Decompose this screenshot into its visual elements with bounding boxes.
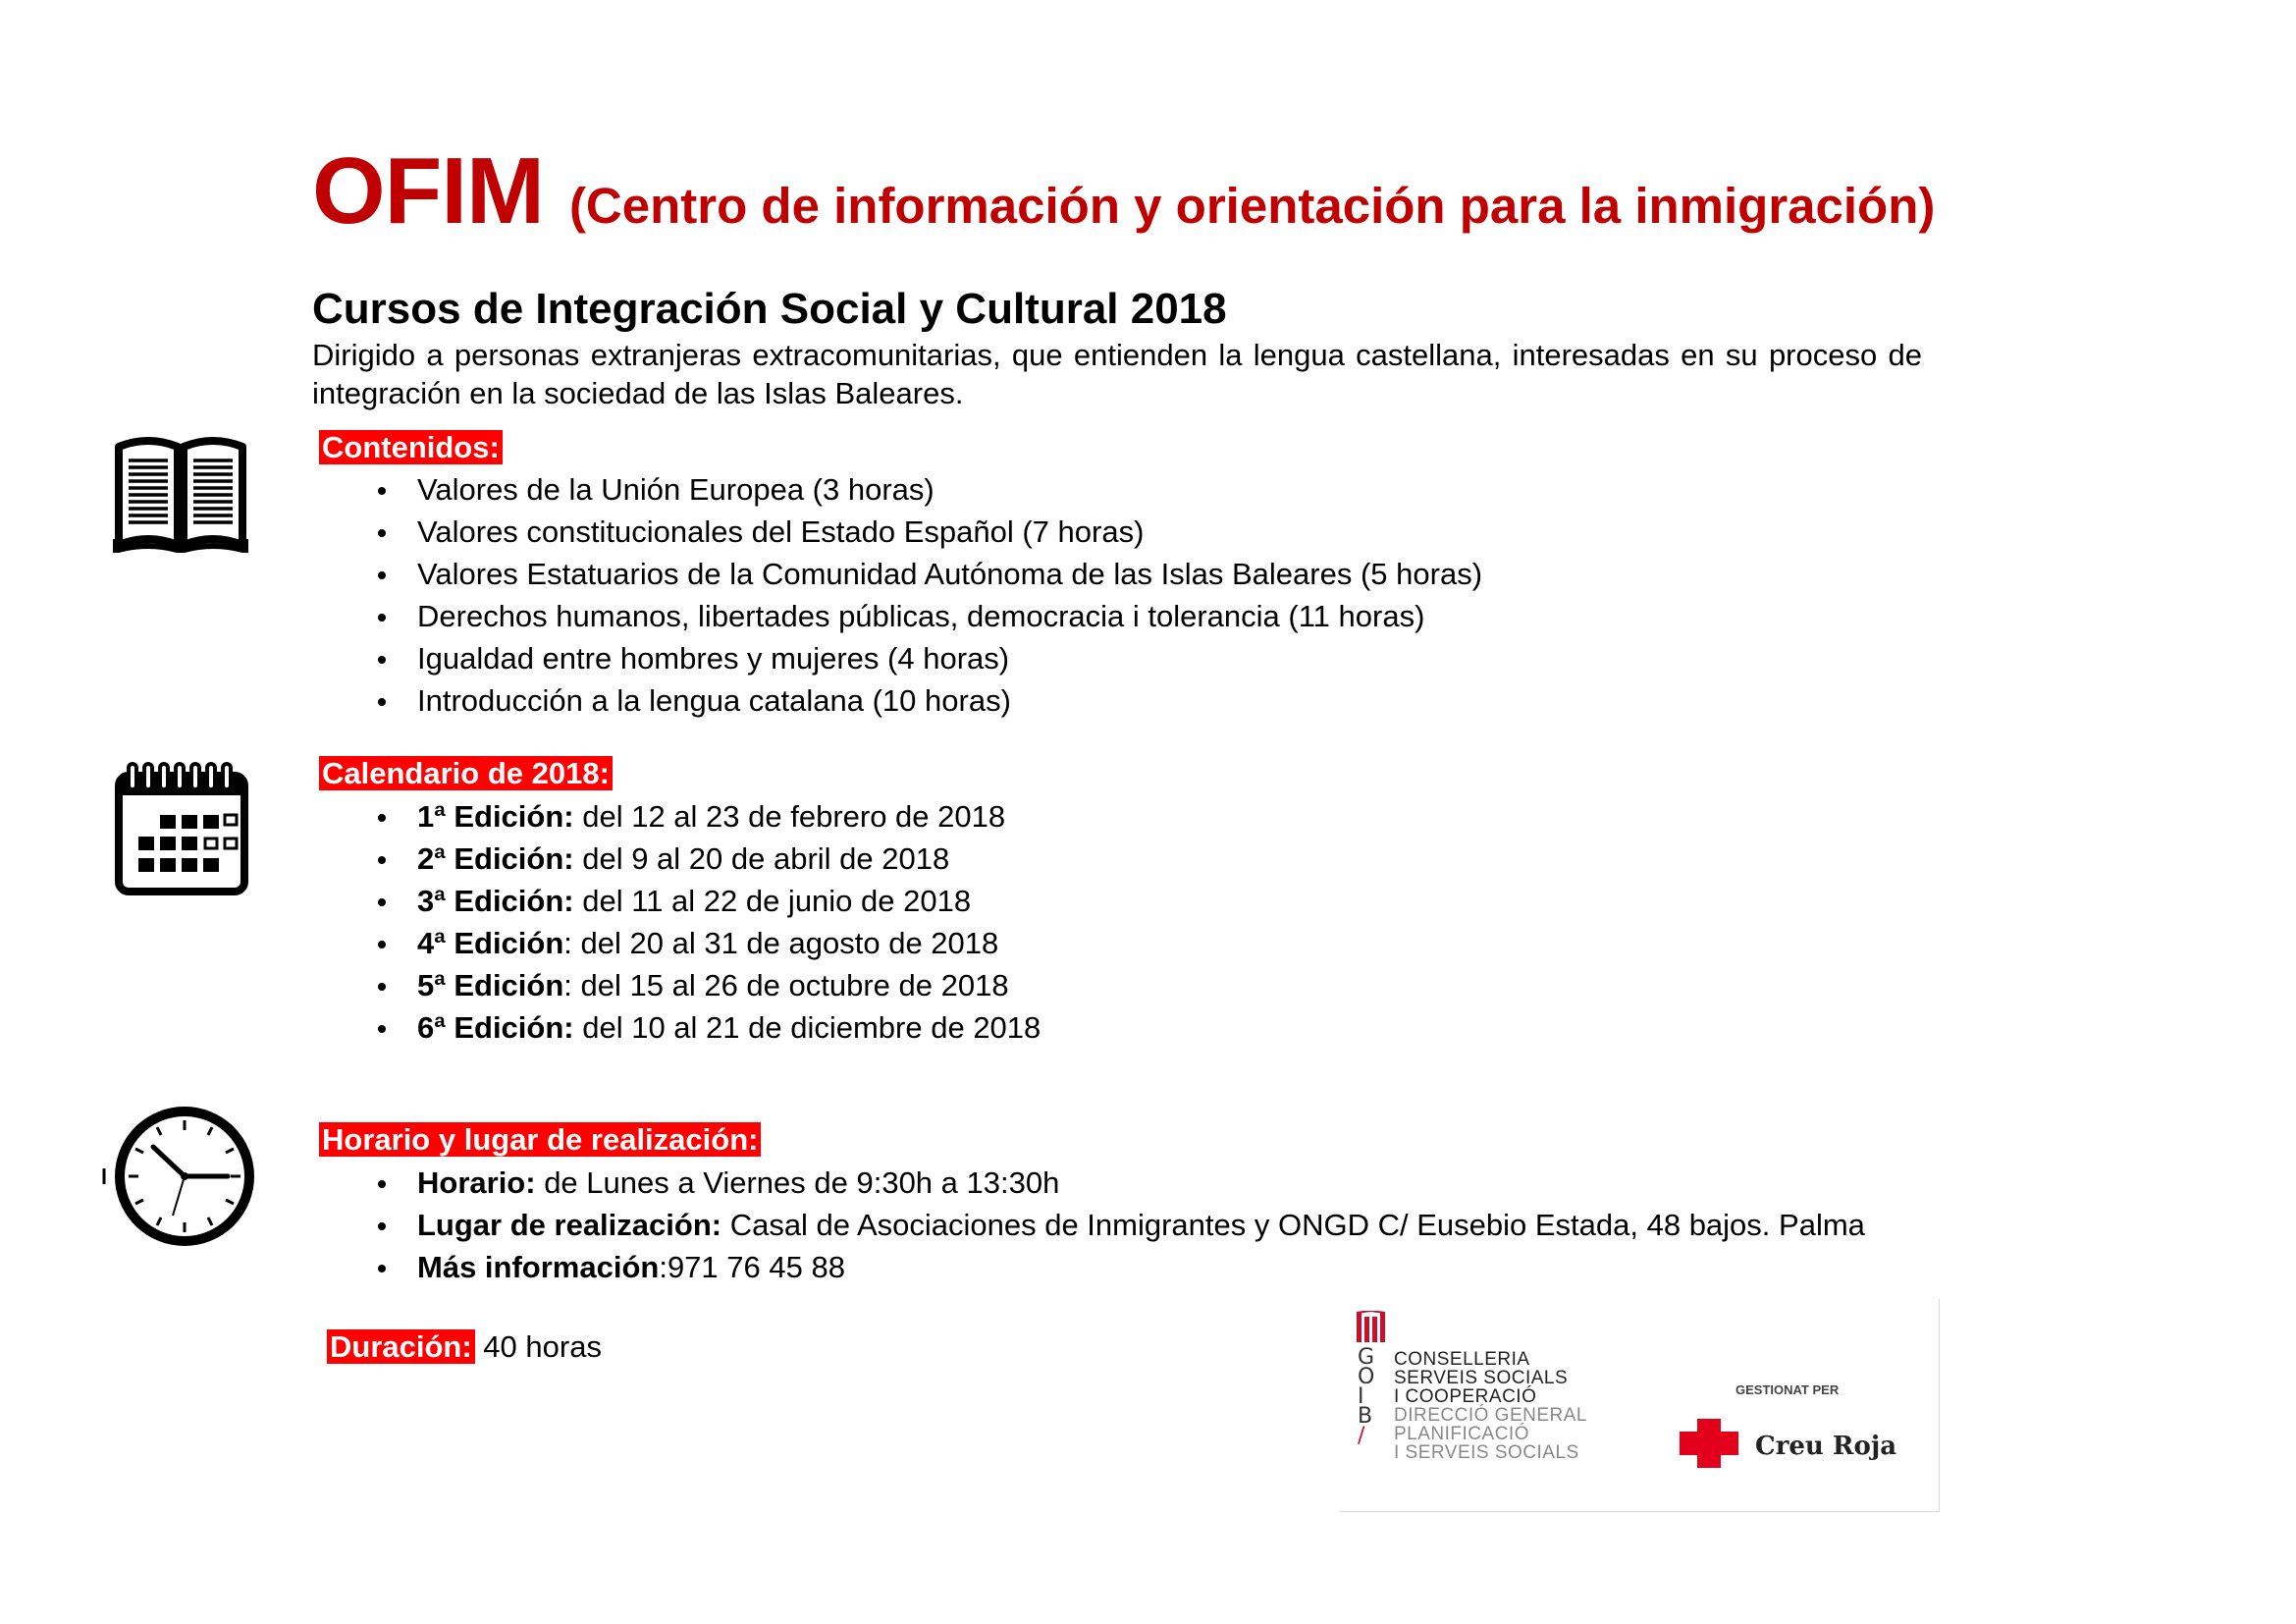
title-main: OFIM [312, 138, 544, 244]
duration-value: 40 horas [474, 1329, 602, 1364]
calendar-icon [115, 760, 248, 897]
edition-dates: del 11 al 22 de junio de 2018 [573, 884, 972, 918]
schedule-list [417, 1162, 1865, 1288]
edition-label: 5ª Edición [417, 968, 564, 1002]
info-phone: :971 76 45 88 [659, 1250, 845, 1284]
course-title: Cursos de Integración Social y Cultural 2018 [312, 285, 1227, 333]
list-item [417, 1246, 1865, 1288]
edition-dates: del 12 al 23 de febrero de 2018 [573, 799, 1006, 834]
list-item [417, 964, 1041, 1006]
edition-dates: del 10 al 21 de diciembre de 2018 [573, 1010, 1041, 1045]
edition-dates: del 20 al 31 de agosto de 2018 [571, 926, 999, 960]
goib-letters: G O I B / [1358, 1345, 1375, 1448]
list-item [417, 1204, 1865, 1246]
conselleria-text: CONSELLERIA SERVEIS SOCIALS I COOPERACIÓ DIRECCIÓ GENERAL PLANIFICACIÓ I SERVEIS SOCIALS [1394, 1349, 1587, 1463]
book-icon [113, 435, 248, 553]
location-label: Lugar de realización: [417, 1208, 722, 1242]
list-item: Valores constitucionales del Estado Español (7 horas) [417, 511, 1482, 553]
title-subtitle: (Centro de información y orientación para la inmigración) [568, 178, 1936, 234]
schedule-value: de Lunes a Viernes de 9:30h a 13:30h [535, 1165, 1060, 1200]
edition-sep: : [563, 968, 572, 1002]
list-item [417, 880, 1041, 922]
gestionat-per-label: GESTIONAT PER [1735, 1382, 1840, 1397]
edition-sep: : [563, 926, 572, 960]
edition-label: 2ª Edición: [417, 841, 574, 876]
red-cross-icon [1674, 1417, 1744, 1470]
calendar-list [417, 795, 1041, 1049]
page-title [312, 137, 1935, 245]
list-item [417, 1006, 1041, 1049]
duration [327, 1329, 602, 1365]
clock-icon [102, 1104, 255, 1249]
list-item: Valores Estatuarios de la Comunidad Autónoma de las Islas Baleares (5 horas) [417, 553, 1482, 595]
list-item: Igualdad entre hombres y mujeres (4 horas) [417, 637, 1482, 679]
list-item [417, 838, 1041, 880]
course-intro: Dirigido a personas extranjeras extracomunitarias, que entienden la lengua castellana, interesadas en su proceso de integración en la sociedad de las Islas Baleares. [312, 338, 1922, 410]
list-item: Introducción a la lengua catalana (10 horas) [417, 679, 1482, 722]
schedule-label: Horario: [417, 1165, 536, 1200]
contents-list [417, 468, 1482, 722]
list-item: Derechos humanos, libertades públicas, democracia i tolerancia (11 horas) [417, 595, 1482, 637]
list-item [417, 795, 1041, 838]
edition-label: 6ª Edición: [417, 1010, 574, 1045]
list-item: Valores de la Unión Europea (3 horas) [417, 468, 1482, 511]
creu-roja-label: Creu Roja [1755, 1432, 1897, 1461]
duration-label: Duración: [327, 1329, 475, 1364]
sponsor-logos [1340, 1299, 1940, 1512]
schedule-heading: Horario y lugar de realización: [319, 1122, 761, 1157]
contents-heading: Contenidos: [319, 430, 503, 464]
edition-label: 3ª Edición: [417, 884, 574, 918]
edition-dates: del 9 al 20 de abril de 2018 [573, 841, 950, 876]
edition-dates: del 15 al 26 de octubre de 2018 [571, 968, 1009, 1002]
calendar-heading: Calendario de 2018: [319, 756, 613, 790]
edition-label: 1ª Edición: [417, 799, 574, 834]
location-value: Casal de Asociaciones de Inmigrantes y ONGD C/ Eusebio Estada, 48 bajos. Palma [721, 1208, 1865, 1242]
edition-label: 4ª Edición [417, 926, 564, 960]
govern-balear-logo-icon [1355, 1311, 1390, 1346]
list-item [417, 922, 1041, 964]
info-label: Más información [417, 1250, 660, 1284]
list-item [417, 1162, 1865, 1204]
